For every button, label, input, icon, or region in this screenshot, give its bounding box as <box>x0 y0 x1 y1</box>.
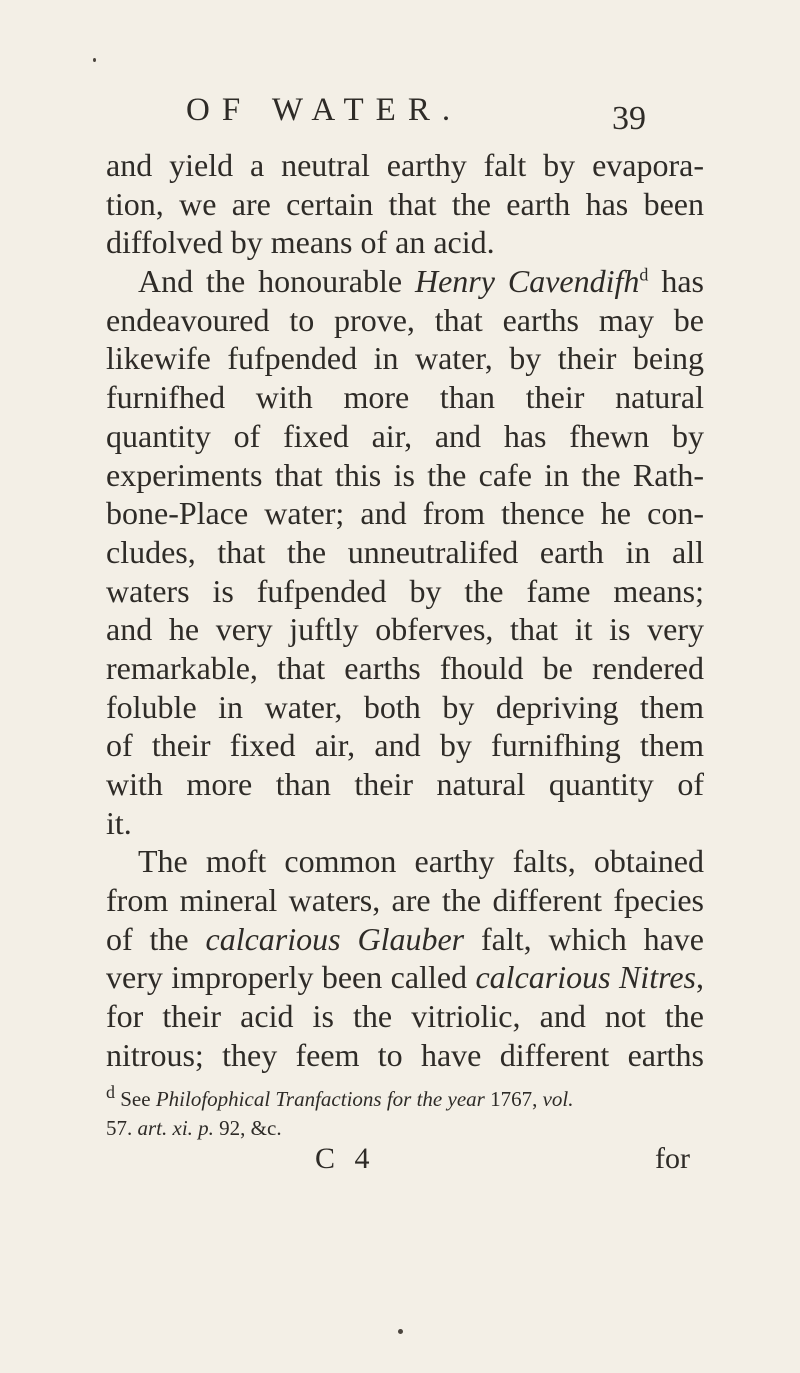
running-head <box>0 92 800 142</box>
text-line: And the honourable Henry Cavendifh$^d$ has <box>138 263 704 300</box>
running-title: OF WATER. <box>186 92 463 128</box>
text-line: quantity of fixed air, and has fhewn by <box>106 417 704 454</box>
italic-term: calcarious Nitres <box>475 959 697 996</box>
footnote-marker: d <box>106 1082 115 1102</box>
footnote-line: 57. art. xi. p. 92, &c. <box>106 1116 282 1140</box>
text-line: waters is fufpended by the fame means; <box>106 572 704 609</box>
footnote-reference: d <box>639 264 649 285</box>
author-name: Henry Cavendifh <box>414 263 640 300</box>
text-line: and he very juftly obferves, that it is very <box>106 611 704 648</box>
text-line: and yield a neutral earthy falt by evapora- <box>106 147 704 183</box>
text-line: tion, we are certain that the earth has been <box>106 185 704 222</box>
text-line: it. <box>106 804 132 841</box>
text-line: The moft common earthy falts, obtained <box>138 843 704 880</box>
italic-term: calcarious Glauber <box>205 920 465 957</box>
text-line: remarkable, that earths fhould be rendered <box>106 649 704 686</box>
page-number: 39 <box>612 100 646 137</box>
text-line: of the calcarious Glauber falt, which have <box>106 920 704 957</box>
text-line: diffolved by means of an acid. <box>106 224 495 261</box>
signature-mark: C 4 <box>315 1142 376 1175</box>
catchword: for <box>655 1142 690 1175</box>
ink-speck <box>398 1329 403 1334</box>
footnote-source-title: Philofophical Tranfactions for the year <box>155 1087 485 1111</box>
ink-speck <box>93 58 96 62</box>
footnote-line: d See Philofophical Tranfactions for the year 1767, vol. <box>106 1082 574 1111</box>
text-line: very improperly been called calcarious Nitres, <box>106 959 704 996</box>
text-line: cludes, that the unneutralifed earth in all <box>106 533 704 570</box>
body-text <box>106 146 704 1075</box>
text-line: experiments that this is the cafe in the Rath- <box>106 456 704 493</box>
text-line: from mineral waters, are the different fpecies <box>106 882 704 919</box>
text-line: foluble in water, both by depriving them <box>106 688 704 725</box>
text-line: likewife fufpended in water, by their being <box>106 340 704 377</box>
text-line: endeavoured to prove, that earths may be <box>106 301 704 338</box>
text-line: for their acid is the vitriolic, and not the <box>106 998 704 1035</box>
text-line: nitrous; they feem to have different earths <box>106 1036 704 1073</box>
text-line: of their fixed air, and by furnifhing them <box>106 727 704 764</box>
text-line: furnifhed with more than their natural <box>106 379 704 416</box>
text-line: with more than their natural quantity of <box>106 766 704 802</box>
text-line: bone-Place water; and from thence he con- <box>106 495 704 532</box>
footnote <box>106 1082 706 1143</box>
